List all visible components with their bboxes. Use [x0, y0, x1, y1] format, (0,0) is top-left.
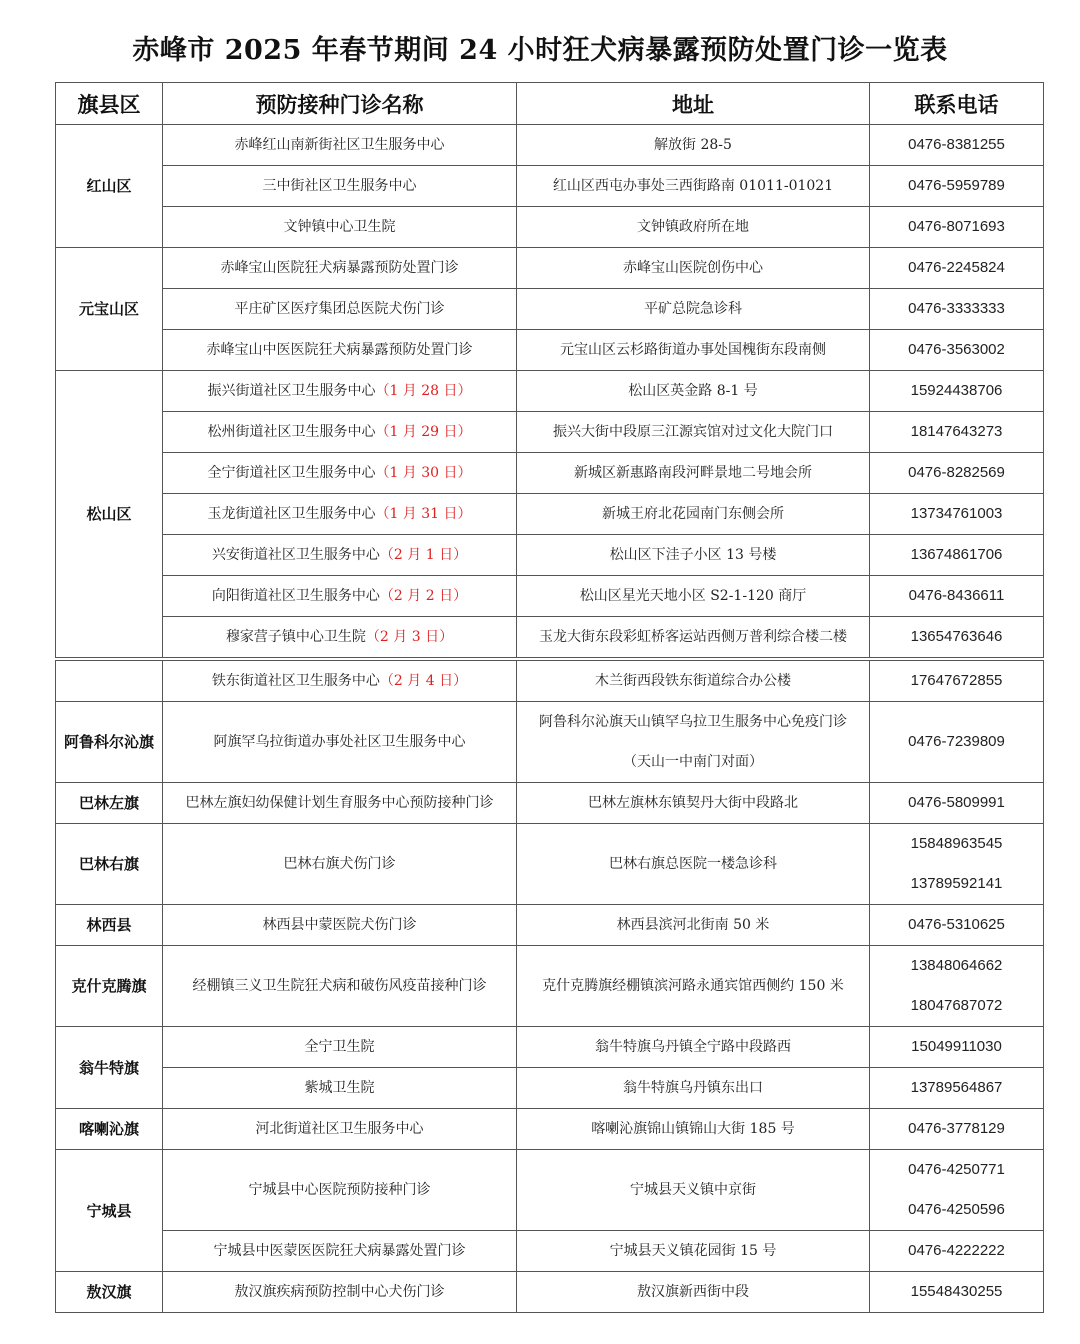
address-line: 新城王府北花园南门东侧会所 [602, 506, 784, 522]
clinic-cell [163, 946, 517, 1027]
phone-number: 0476-8436611 [908, 587, 1005, 604]
phone-cell [870, 1109, 1044, 1150]
district-cell: 喀喇沁旗 [56, 1109, 163, 1150]
address-cell [517, 1272, 870, 1313]
phone-cell [870, 1150, 1044, 1231]
table-row [56, 289, 1044, 330]
address-cell [517, 702, 870, 783]
phone-number: 0476-3333333 [908, 300, 1005, 317]
phone-number: 0476-5809991 [908, 794, 1005, 811]
address-line: 振兴大街中段原三江源宾馆对过文化大院门口 [553, 424, 833, 440]
table-row [56, 1068, 1044, 1109]
address-cell [517, 371, 870, 412]
page-title: 赤峰市 2025 年春节期间 24 小时狂犬病暴露预防处置门诊一览表 [132, 35, 948, 66]
address-line: 翁牛特旗乌丹镇东出口 [623, 1080, 763, 1096]
date-note: （1 月 29 日） [375, 424, 472, 440]
district-cell: 敖汉旗 [56, 1272, 163, 1313]
clinic-cell [163, 494, 517, 535]
table-row [56, 905, 1044, 946]
address-line: 赤峰宝山医院创伤中心 [623, 260, 763, 276]
table-row [56, 1272, 1044, 1313]
address-cell [517, 1150, 870, 1231]
header-district: 旗县区 [56, 83, 163, 125]
phone-cell [870, 289, 1044, 330]
phone-cell [870, 661, 1044, 702]
phone-number: 18147643273 [910, 423, 1003, 440]
district-cell: 巴林右旗 [56, 824, 163, 905]
header-address: 地址 [517, 83, 870, 125]
district-cell [56, 661, 163, 702]
district-cell: 克什克腾旗 [56, 946, 163, 1027]
clinic-name: 平庄矿区医疗集团总医院犬伤门诊 [234, 301, 445, 317]
clinic-cell [163, 1109, 517, 1150]
clinic-cell [163, 905, 517, 946]
address-line: 红山区西屯办事处三西街路南 01011-01021 [552, 178, 834, 194]
phone-number: 15049911030 [911, 1038, 1002, 1055]
phone-cell [870, 617, 1044, 658]
phone-number: 0476-4222222 [908, 1242, 1005, 1259]
phone-number: 0476-3563002 [908, 341, 1005, 358]
address-line: 克什克腾旗经棚镇滨河路永通宾馆西侧约 150 米 [542, 978, 844, 994]
table-row [56, 1231, 1044, 1272]
address-line: （天山一中南门对面） [623, 754, 763, 770]
address-cell [517, 576, 870, 617]
phone-number: 13848064662 [910, 957, 1003, 974]
clinic-cell [163, 1231, 517, 1272]
phone-number: 13734761003 [910, 505, 1003, 522]
date-note: （2 月 3 日） [365, 629, 454, 645]
address-cell [517, 248, 870, 289]
address-cell [517, 946, 870, 1027]
clinic-name: 宁城县中心医院预防接种门诊 [248, 1182, 431, 1198]
date-note: （1 月 30 日） [375, 465, 472, 481]
address-line: 林西县滨河北街南 50 米 [616, 917, 770, 933]
clinic-cell [163, 783, 517, 824]
clinic-name: 赤峰宝山中医医院狂犬病暴露预防处置门诊 [206, 342, 473, 358]
phone-number: 0476-8381255 [908, 136, 1005, 153]
clinic-name: 全宁卫生院 [304, 1039, 375, 1055]
phone-cell [870, 576, 1044, 617]
address-line: 翁牛特旗乌丹镇全宁路中段路西 [595, 1039, 791, 1055]
clinic-cell [163, 1068, 517, 1109]
phone-number: 13654763646 [910, 628, 1003, 645]
address-cell [517, 661, 870, 702]
date-note: （1 月 28 日） [375, 383, 472, 399]
address-line: 松山区下洼子小区 13 号楼 [609, 547, 777, 563]
phone-cell [870, 248, 1044, 289]
address-line: 宁城县天义镇花园街 15 号 [609, 1243, 777, 1259]
table-header-row [56, 83, 1044, 125]
date-note: （2 月 1 日） [379, 547, 468, 563]
address-cell [517, 1027, 870, 1068]
district-cell: 林西县 [56, 905, 163, 946]
phone-cell [870, 1027, 1044, 1068]
clinic-cell [163, 371, 517, 412]
clinic-cell [163, 1150, 517, 1231]
clinic-cell [163, 661, 517, 702]
date-note: （2 月 2 日） [379, 588, 468, 604]
table-row [56, 453, 1044, 494]
clinic-name: 巴林左旗妇幼保健计划生育服务中心预防接种门诊 [185, 795, 494, 811]
phone-number: 0476-3778129 [908, 1120, 1005, 1137]
phone-number: 0476-5310625 [908, 916, 1005, 933]
clinic-cell [163, 1272, 517, 1313]
address-cell [517, 412, 870, 453]
address-cell [517, 1068, 870, 1109]
clinic-name: 赤峰宝山医院狂犬病暴露预防处置门诊 [220, 260, 459, 276]
clinic-cell [163, 125, 517, 166]
phone-cell [870, 702, 1044, 783]
phone-cell [870, 783, 1044, 824]
clinic-name: 敖汉旗疾病预防控制中心犬伤门诊 [234, 1284, 445, 1300]
clinic-cell [163, 166, 517, 207]
clinic-cell [163, 248, 517, 289]
clinic-name: 兴安街道社区卫生服务中心 [211, 547, 380, 563]
date-note: （2 月 4 日） [379, 673, 468, 689]
phone-number: 0476-2245824 [908, 259, 1005, 276]
table-row [56, 494, 1044, 535]
address-line: 松山区英金路 8-1 号 [628, 383, 758, 399]
table-row [56, 1109, 1044, 1150]
clinic-name: 松州街道社区卫生服务中心 [207, 424, 376, 440]
phone-cell [870, 207, 1044, 248]
clinic-name: 向阳街道社区卫生服务中心 [211, 588, 380, 604]
phone-cell [870, 1272, 1044, 1313]
clinic-cell [163, 702, 517, 783]
table-row [56, 824, 1044, 905]
address-line: 巴林左旗林东镇契丹大街中段路北 [588, 795, 798, 811]
clinic-name: 林西县中蒙医院犬伤门诊 [262, 917, 417, 933]
phone-number: 13674861706 [910, 546, 1003, 563]
table-row [56, 207, 1044, 248]
address-line: 阿鲁科尔沁旗天山镇罕乌拉卫生服务中心免疫门诊 [539, 714, 847, 730]
phone-cell [870, 535, 1044, 576]
phone-number: 18047687072 [910, 997, 1003, 1014]
phone-number: 15548430255 [910, 1283, 1003, 1300]
address-cell [517, 453, 870, 494]
phone-cell [870, 824, 1044, 905]
phone-number: 0476-5959789 [908, 177, 1005, 194]
address-cell [517, 824, 870, 905]
district-cell: 宁城县 [56, 1150, 163, 1272]
clinic-name: 全宁街道社区卫生服务中心 [207, 465, 376, 481]
clinic-cell [163, 412, 517, 453]
phone-number: 0476-7239809 [908, 733, 1005, 750]
clinic-cell [163, 535, 517, 576]
table-row [56, 535, 1044, 576]
table-row [56, 412, 1044, 453]
table-row [56, 166, 1044, 207]
district-cell: 巴林左旗 [56, 783, 163, 824]
district-cell: 元宝山区 [56, 248, 163, 371]
table-row [56, 617, 1044, 658]
phone-cell [870, 371, 1044, 412]
clinic-name: 振兴街道社区卫生服务中心 [207, 383, 376, 399]
address-cell [517, 783, 870, 824]
phone-number: 0476-4250771 [908, 1161, 1005, 1178]
phone-cell [870, 330, 1044, 371]
clinic-name: 文钟镇中心卫生院 [283, 219, 396, 235]
clinic-name: 赤峰红山南新街社区卫生服务中心 [234, 137, 445, 153]
address-line: 木兰街西段铁东街道综合办公楼 [595, 673, 791, 689]
phone-cell [870, 946, 1044, 1027]
clinic-name: 宁城县中医蒙医医院狂犬病暴露处置门诊 [213, 1243, 466, 1259]
address-line: 新城区新惠路南段河畔景地二号地会所 [574, 465, 812, 481]
address-line: 宁城县天义镇中京街 [630, 1182, 756, 1198]
clinic-cell [163, 207, 517, 248]
phone-number: 15924438706 [910, 382, 1003, 399]
phone-number: 0476-8071693 [908, 218, 1005, 235]
clinic-cell [163, 617, 517, 658]
address-cell [517, 330, 870, 371]
phone-cell [870, 412, 1044, 453]
table-row [56, 125, 1044, 166]
clinic-cell [163, 1027, 517, 1068]
address-line: 元宝山区云杉路街道办事处国槐街东段南侧 [560, 342, 826, 358]
phone-cell [870, 494, 1044, 535]
address-cell [517, 1109, 870, 1150]
address-cell [517, 207, 870, 248]
clinic-name: 巴林右旗犬伤门诊 [283, 856, 396, 872]
address-cell [517, 289, 870, 330]
clinic-name: 铁东街道社区卫生服务中心 [211, 673, 380, 689]
clinic-name: 穆家营子镇中心卫生院 [225, 629, 366, 645]
header-phone: 联系电话 [870, 83, 1044, 125]
phone-cell [870, 166, 1044, 207]
table-row [56, 1027, 1044, 1068]
address-cell [517, 535, 870, 576]
clinic-name: 紫城卫生院 [304, 1080, 375, 1096]
district-cell: 红山区 [56, 125, 163, 248]
address-cell [517, 125, 870, 166]
phone-number: 0476-8282569 [908, 464, 1005, 481]
phone-cell [870, 125, 1044, 166]
clinic-table [55, 82, 1044, 1313]
address-line: 解放街 28-5 [654, 137, 732, 153]
table-row [56, 248, 1044, 289]
address-cell [517, 617, 870, 658]
clinic-name: 阿旗罕乌拉街道办事处社区卫生服务中心 [213, 734, 466, 750]
clinic-name: 河北街道社区卫生服务中心 [255, 1121, 424, 1137]
phone-cell [870, 905, 1044, 946]
table-row [56, 330, 1044, 371]
table-row [56, 702, 1044, 783]
date-note: （1 月 31 日） [375, 506, 472, 522]
table-row [56, 1150, 1044, 1231]
clinic-cell [163, 576, 517, 617]
clinic-name: 三中街社区卫生服务中心 [262, 178, 417, 194]
clinic-cell [163, 330, 517, 371]
address-line: 平矿总院急诊科 [644, 301, 742, 317]
address-line: 敖汉旗新西街中段 [637, 1284, 749, 1300]
header-clinic: 预防接种门诊名称 [163, 83, 517, 125]
district-cell: 翁牛特旗 [56, 1027, 163, 1109]
table-row [56, 661, 1044, 702]
address-cell [517, 166, 870, 207]
phone-number: 13789592141 [910, 875, 1003, 892]
address-line: 松山区星光天地小区 S2-1-120 商厅 [579, 588, 807, 604]
address-cell [517, 905, 870, 946]
address-cell [517, 494, 870, 535]
address-line: 喀喇沁旗锦山镇锦山大街 185 号 [591, 1121, 795, 1137]
clinic-cell [163, 824, 517, 905]
phone-number: 13789564867 [910, 1079, 1003, 1096]
phone-number: 15848963545 [910, 835, 1003, 852]
phone-number: 0476-4250596 [908, 1201, 1005, 1218]
clinic-cell [163, 453, 517, 494]
address-line: 文钟镇政府所在地 [637, 219, 749, 235]
address-line: 巴林右旗总医院一楼急诊科 [609, 856, 777, 872]
phone-cell [870, 453, 1044, 494]
phone-number: 17647672855 [910, 672, 1003, 689]
clinic-cell [163, 289, 517, 330]
clinic-name: 玉龙街道社区卫生服务中心 [207, 506, 376, 522]
table-row [56, 946, 1044, 1027]
address-line: 玉龙大街东段彩虹桥客运站西侧万普利综合楼二楼 [539, 629, 847, 645]
phone-cell [870, 1068, 1044, 1109]
table-row [56, 576, 1044, 617]
table-row [56, 783, 1044, 824]
table-row [56, 371, 1044, 412]
phone-cell [870, 1231, 1044, 1272]
district-cell: 松山区 [56, 371, 163, 658]
address-cell [517, 1231, 870, 1272]
clinic-name: 经棚镇三义卫生院狂犬病和破伤风疫苗接种门诊 [192, 978, 487, 994]
district-cell: 阿鲁科尔沁旗 [56, 702, 163, 783]
